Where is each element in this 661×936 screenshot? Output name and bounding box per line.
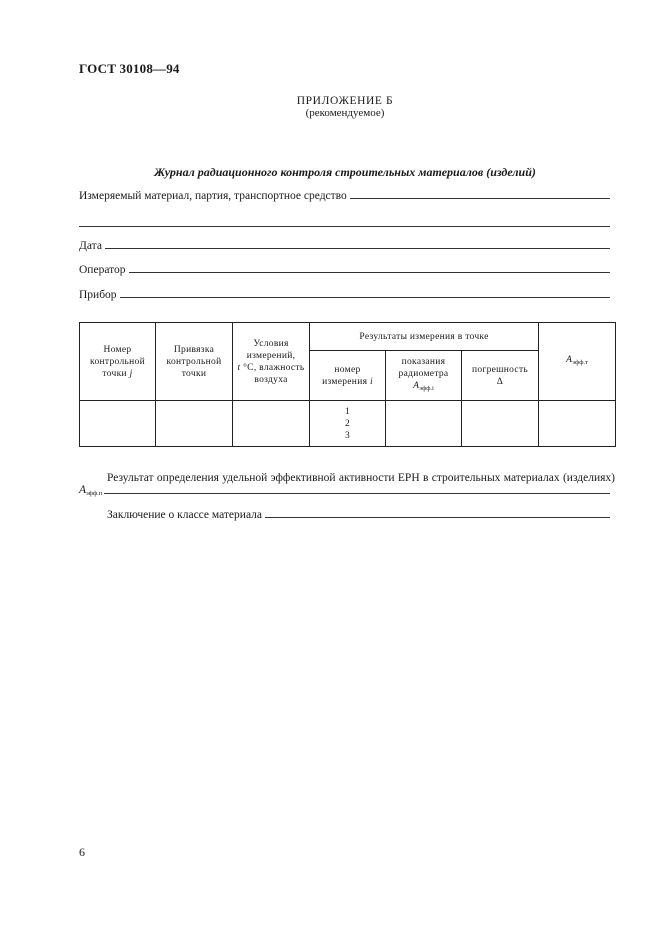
cell-conditions[interactable] bbox=[233, 401, 310, 447]
result-field[interactable] bbox=[79, 484, 610, 497]
journal-title: Журнал радиационного контроля строительных материалов (изделий) bbox=[154, 165, 536, 179]
header-measurement-number: номер измерения i bbox=[310, 351, 386, 401]
material-blank-line bbox=[350, 197, 610, 199]
conclusion-field[interactable] bbox=[107, 509, 610, 521]
document-code: ГОСТ 30108—94 bbox=[79, 61, 180, 76]
control-log-table bbox=[79, 322, 616, 447]
page-number: 6 bbox=[79, 845, 85, 859]
measurement-number-2: 2 bbox=[344, 418, 351, 429]
cell-point-number[interactable] bbox=[80, 401, 156, 447]
conclusion-label: Заключение о классе материала bbox=[107, 509, 262, 521]
header-results-group: Результаты измерения в точке bbox=[310, 323, 539, 351]
material-label: Измеряемый материал, партия, транспортное средство bbox=[79, 190, 347, 202]
measurement-number-3: 3 bbox=[344, 430, 351, 441]
header-error: погрешность Δ bbox=[462, 351, 539, 401]
device-label: Прибор bbox=[79, 289, 117, 301]
cell-measurement-numbers bbox=[310, 401, 386, 447]
cell-error[interactable] bbox=[462, 401, 539, 447]
result-variable: $A_{эфф.п}$ bbox=[79, 484, 103, 497]
cell-radiometer-readings[interactable] bbox=[386, 401, 462, 447]
result-blank-line bbox=[104, 492, 610, 494]
header-a-eff-t: $A_{эфф.т}$ bbox=[539, 323, 616, 401]
header-control-point-number: Номер контрольной точки j bbox=[80, 323, 156, 401]
conclusion-blank-line bbox=[265, 516, 610, 518]
operator-label: Оператор bbox=[79, 264, 126, 276]
date-field[interactable] bbox=[79, 240, 610, 252]
measurement-number-1: 1 bbox=[344, 406, 351, 417]
appendix-subtitle: (рекомендуемое) bbox=[305, 107, 385, 119]
material-field[interactable] bbox=[79, 190, 610, 202]
device-blank-line bbox=[120, 296, 610, 298]
appendix-title: ПРИЛОЖЕНИЕ Б bbox=[296, 95, 394, 107]
table-row bbox=[80, 401, 616, 447]
date-blank-line bbox=[105, 247, 610, 249]
result-text: Результат определения удельной эффективной активности ЕРН в строительных материалах (изделиях) bbox=[107, 472, 615, 484]
cell-a-eff-t[interactable] bbox=[539, 401, 616, 447]
header-radiometer-readings: показания радиометра $A_{эфф.i}$ bbox=[386, 351, 462, 401]
header-measurement-conditions: Условия измерений, t °C, влажность воздуха bbox=[233, 323, 310, 401]
date-label: Дата bbox=[79, 240, 102, 252]
operator-blank-line bbox=[129, 271, 611, 273]
operator-field[interactable] bbox=[79, 264, 610, 276]
cell-point-binding[interactable] bbox=[156, 401, 233, 447]
device-field[interactable] bbox=[79, 289, 610, 301]
material-continuation-line bbox=[79, 226, 610, 227]
header-control-point-binding: Привязка контрольной точки bbox=[156, 323, 233, 401]
